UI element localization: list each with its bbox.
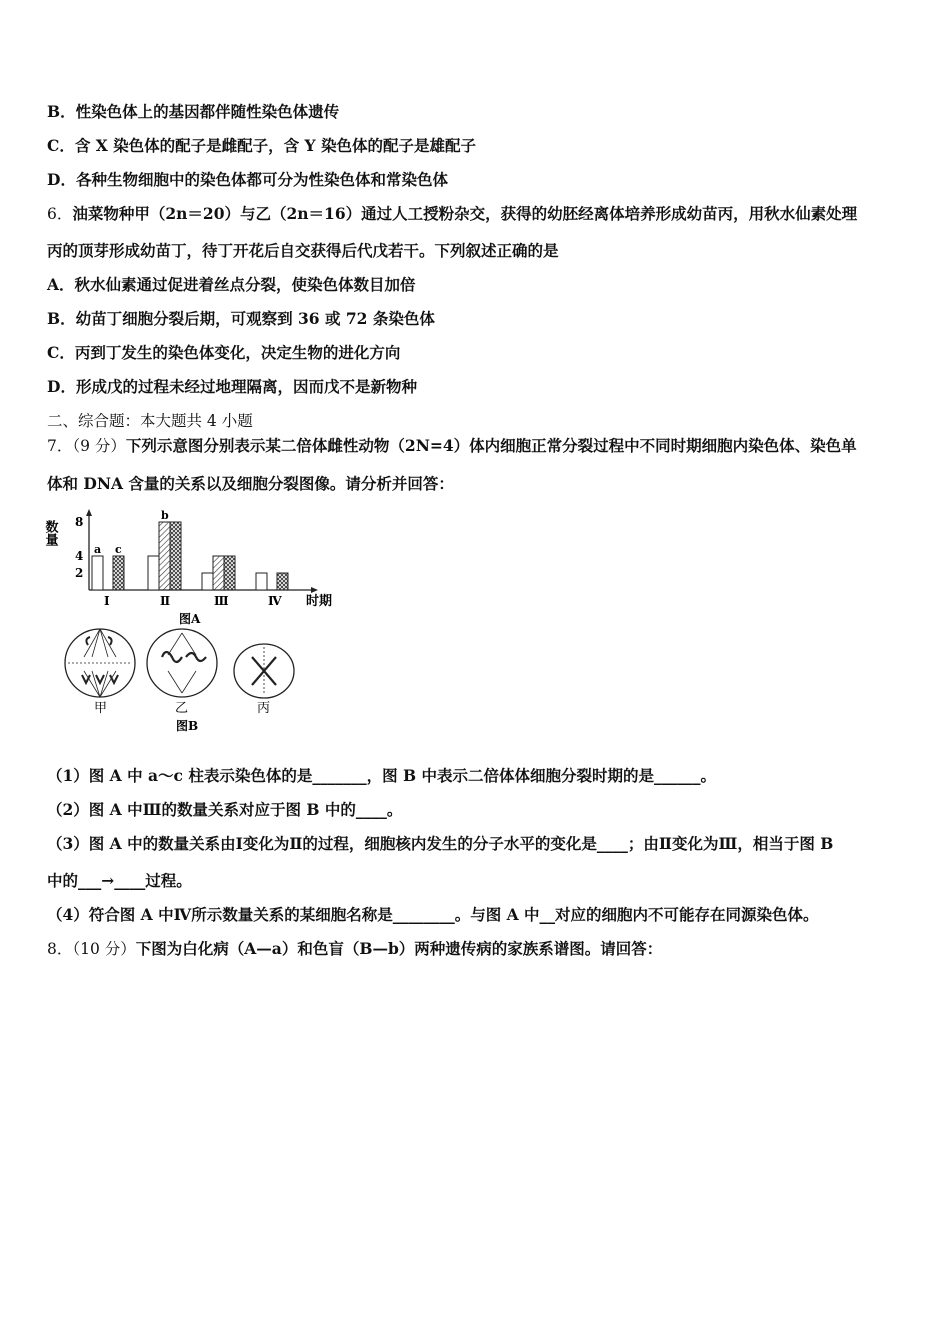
- chart-ylabel-part1: 数量: [44, 520, 58, 546]
- q8-number: 8．: [47, 940, 73, 958]
- q7-sub3-line1: （3）图 A 中的数量关系由Ⅰ变化为Ⅱ的过程，细胞核内发生的分子水平的变化是____；由Ⅱ变化为Ⅲ，相当于图 B: [47, 834, 834, 853]
- figure-b-title: 图B: [176, 719, 199, 733]
- bar-a-2: [148, 556, 159, 590]
- q8-score: （10 分）: [72, 940, 136, 958]
- series-label-a: a: [94, 543, 102, 556]
- bar-a-3: [202, 573, 213, 590]
- x-tick-label: Ⅱ: [160, 594, 171, 608]
- q6-option-b: B．幼苗丁细胞分裂后期，可观察到 36 或 72 条染色体: [47, 309, 435, 328]
- cell-label-yi: 乙: [175, 701, 189, 716]
- section-heading: 二、综合题：本大题共 4 小题: [47, 412, 253, 430]
- bar-b-2: [159, 522, 170, 590]
- q7-number: 7．: [47, 437, 73, 455]
- bar-c-1: [113, 556, 124, 590]
- y-ticks: [75, 515, 83, 580]
- x-tick-label: Ⅲ: [214, 594, 229, 608]
- y-tick-label: 4: [75, 549, 84, 563]
- q7-sub3-line2: 中的___→____过程。: [47, 871, 192, 890]
- bar-c-4: [277, 573, 288, 590]
- chart-title: 图A: [179, 612, 201, 626]
- y-tick-label: 8: [75, 515, 84, 529]
- figure-svg: [44, 505, 354, 735]
- q6-option-d: D．形成戊的过程未经过地理隔离，因而戊不是新物种: [47, 377, 417, 396]
- q5-option-c: C．含 X 染色体的配子是雌配子，含 Y 染色体的配子是雄配子: [47, 136, 477, 155]
- q7-line1: 下列示意图分别表示某二倍体雌性动物（2N=4）体内细胞正常分裂过程中不同时期细胞内染色体、染色单: [125, 436, 857, 455]
- cell-jia: [65, 629, 135, 697]
- x-tick-label: Ⅳ: [268, 594, 282, 608]
- chart-xlabel: 时期: [306, 594, 333, 609]
- q7-sub1: （1）图 A 中 a～c 柱表示染色体的是_______，图 B 中表示二倍体体细胞分裂时期的是______。: [47, 766, 717, 785]
- q6-number: 6．: [47, 205, 73, 223]
- y-tick-label: 2: [75, 566, 84, 580]
- q7-stem-line1: [47, 435, 917, 457]
- cell-label-jia: 甲: [94, 701, 108, 716]
- bar-a-4: [256, 573, 267, 590]
- bar-c-2: [170, 522, 181, 590]
- bars-group: [92, 509, 288, 590]
- q7-sub4: （4）符合图 A 中Ⅳ所示数量关系的某细胞名称是________。与图 A 中__对应的细胞内不可能存在同源染色体。: [47, 905, 819, 924]
- x-tick-label: Ⅰ: [104, 594, 110, 608]
- y-axis-arrow: [86, 509, 92, 516]
- q8-text: 下图为白化病（A—a）和色盲（B—b）两种遗传病的家族系谱图。请回答：: [135, 939, 663, 958]
- q7-sub2: （2）图 A 中Ⅲ的数量关系对应于图 B 中的____。: [47, 800, 403, 819]
- q7-figure: [44, 505, 354, 735]
- cell-label-bing: 丙: [257, 701, 271, 716]
- x-axis-arrow: [311, 587, 318, 593]
- q6-stem-line2: 丙的顶芽形成幼苗丁，待丁开花后自交获得后代戊若干。下列叙述正确的是: [47, 241, 559, 260]
- q6-option-a: A．秋水仙素通过促进着丝点分裂，使染色体数目加倍: [47, 275, 416, 294]
- cell-yi: [147, 629, 217, 697]
- q7-score: （9 分）: [72, 437, 126, 455]
- q7-stem-line2: 体和 DNA 含量的关系以及细胞分裂图像。请分析并回答：: [47, 474, 454, 493]
- bar-b-3: [213, 556, 224, 590]
- bar-c-3: [224, 556, 235, 590]
- q6-line1: 油菜物种甲（2n＝20）与乙（2n＝16）通过人工授粉杂交，获得的幼胚经离体培养形成幼苗丙，用秋水仙素处理: [72, 204, 858, 223]
- q5-option-b: B．性染色体上的基因都伴随性染色体遗传: [47, 102, 340, 121]
- q6-stem-line1: [47, 203, 917, 225]
- bar-a-1: [92, 556, 103, 590]
- cell-bing: [234, 644, 294, 698]
- q6-option-c: C．丙到丁发生的染色体变化，决定生物的进化方向: [47, 343, 401, 362]
- series-label-c: c: [115, 543, 122, 556]
- series-label-b: b: [161, 509, 169, 522]
- x-ticks: [104, 594, 282, 608]
- q5-option-d: D．各种生物细胞中的染色体都可分为性染色体和常染色体: [47, 170, 448, 189]
- q8-stem: [47, 938, 917, 960]
